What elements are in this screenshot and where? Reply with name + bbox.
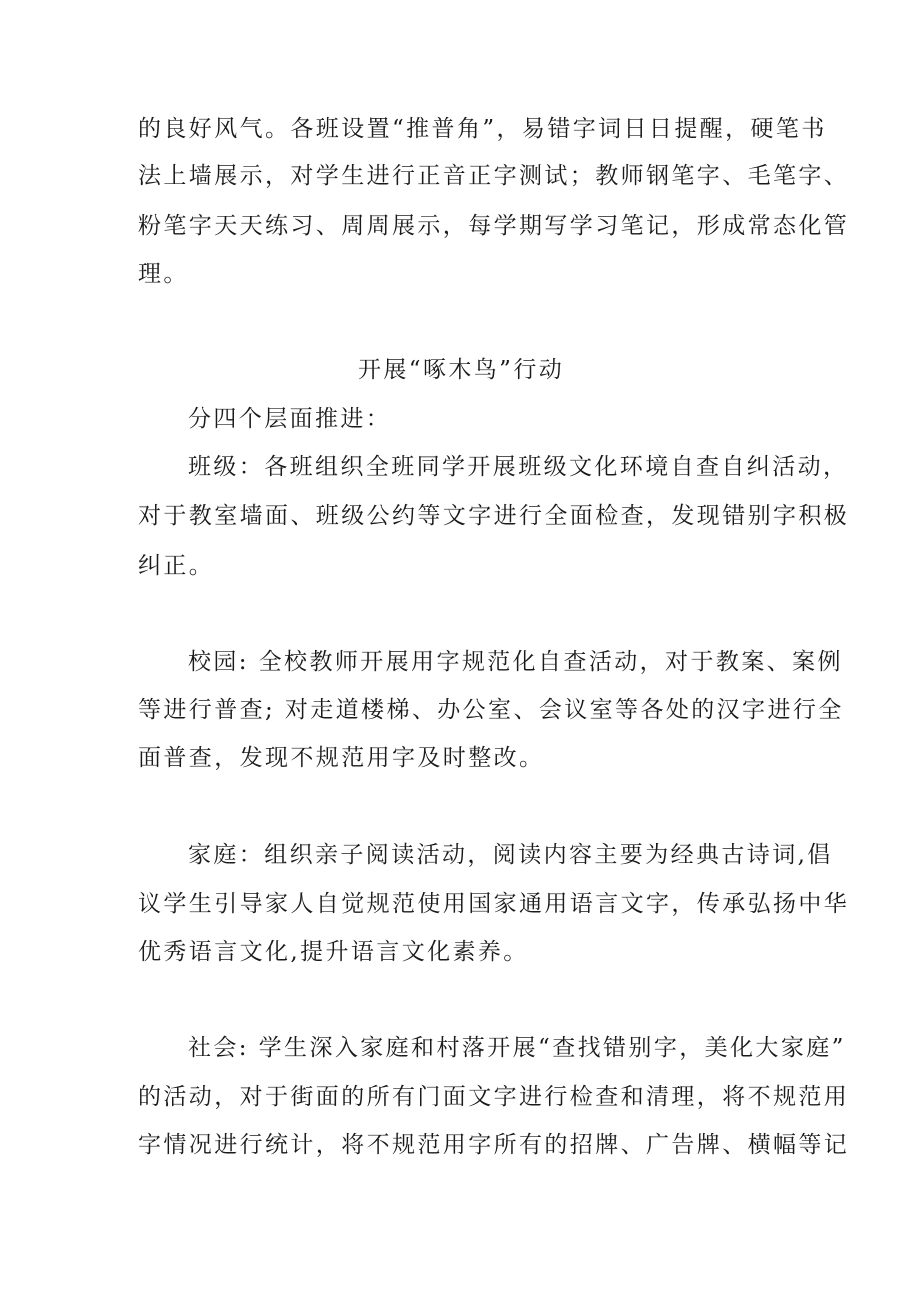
paragraph-line: 的良好风气。各班设置“推普角”，易错字词日日提醒，硬笔书 [138, 116, 827, 142]
paragraph-line: 的活动，对于街面的所有门面文字进行检查和清理，将不规范用 [138, 1084, 850, 1110]
paragraph-line: 等进行普查; 对走道楼梯、办公室、会议室等各处的汉字进行全 [138, 697, 844, 723]
paragraph-line: 字情况进行统计，将不规范用字所有的招牌、广告牌、横幅等记 [138, 1132, 850, 1158]
paragraph-line: 面普查，发现不规范用字及时整改。 [138, 745, 545, 771]
paragraph-line: 校园: 全校教师开展用字规范化自查活动，对于教案、案例 [188, 649, 843, 675]
paragraph-line: 分四个层面推进： [188, 406, 392, 432]
paragraph-line: 班级：各班组织全班同学开展班级文化环境自查自纠活动， [188, 454, 849, 480]
paragraph-line: 家庭：组织亲子阅读活动，阅读内容主要为经典古诗词,倡 [188, 842, 833, 868]
paragraph-line: 法上墙展示，对学生进行正音正字测试；教师钢笔字、毛笔字、 [138, 163, 850, 189]
paragraph-line: 议学生引导家人自觉规范使用国家通用语言文字，传承弘扬中华 [138, 891, 850, 917]
paragraph-line: 理。 [138, 261, 189, 287]
paragraph-line: 优秀语言文化,提升语言文化素养。 [138, 939, 529, 965]
paragraph-line: 纠正。 [138, 553, 215, 579]
paragraph-line: 社会: 学生深入家庭和村落开展“查找错别字，美化大家庭” [188, 1035, 846, 1061]
paragraph-line: 粉笔字天天练习、周周展示，每学期写学习笔记，形成常态化管 [138, 213, 850, 239]
section-heading: 开展“啄木鸟”行动 [358, 357, 565, 383]
paragraph-line: 对于教室墙面、班级公约等文字进行全面检查，发现错别字积极 [138, 503, 850, 529]
